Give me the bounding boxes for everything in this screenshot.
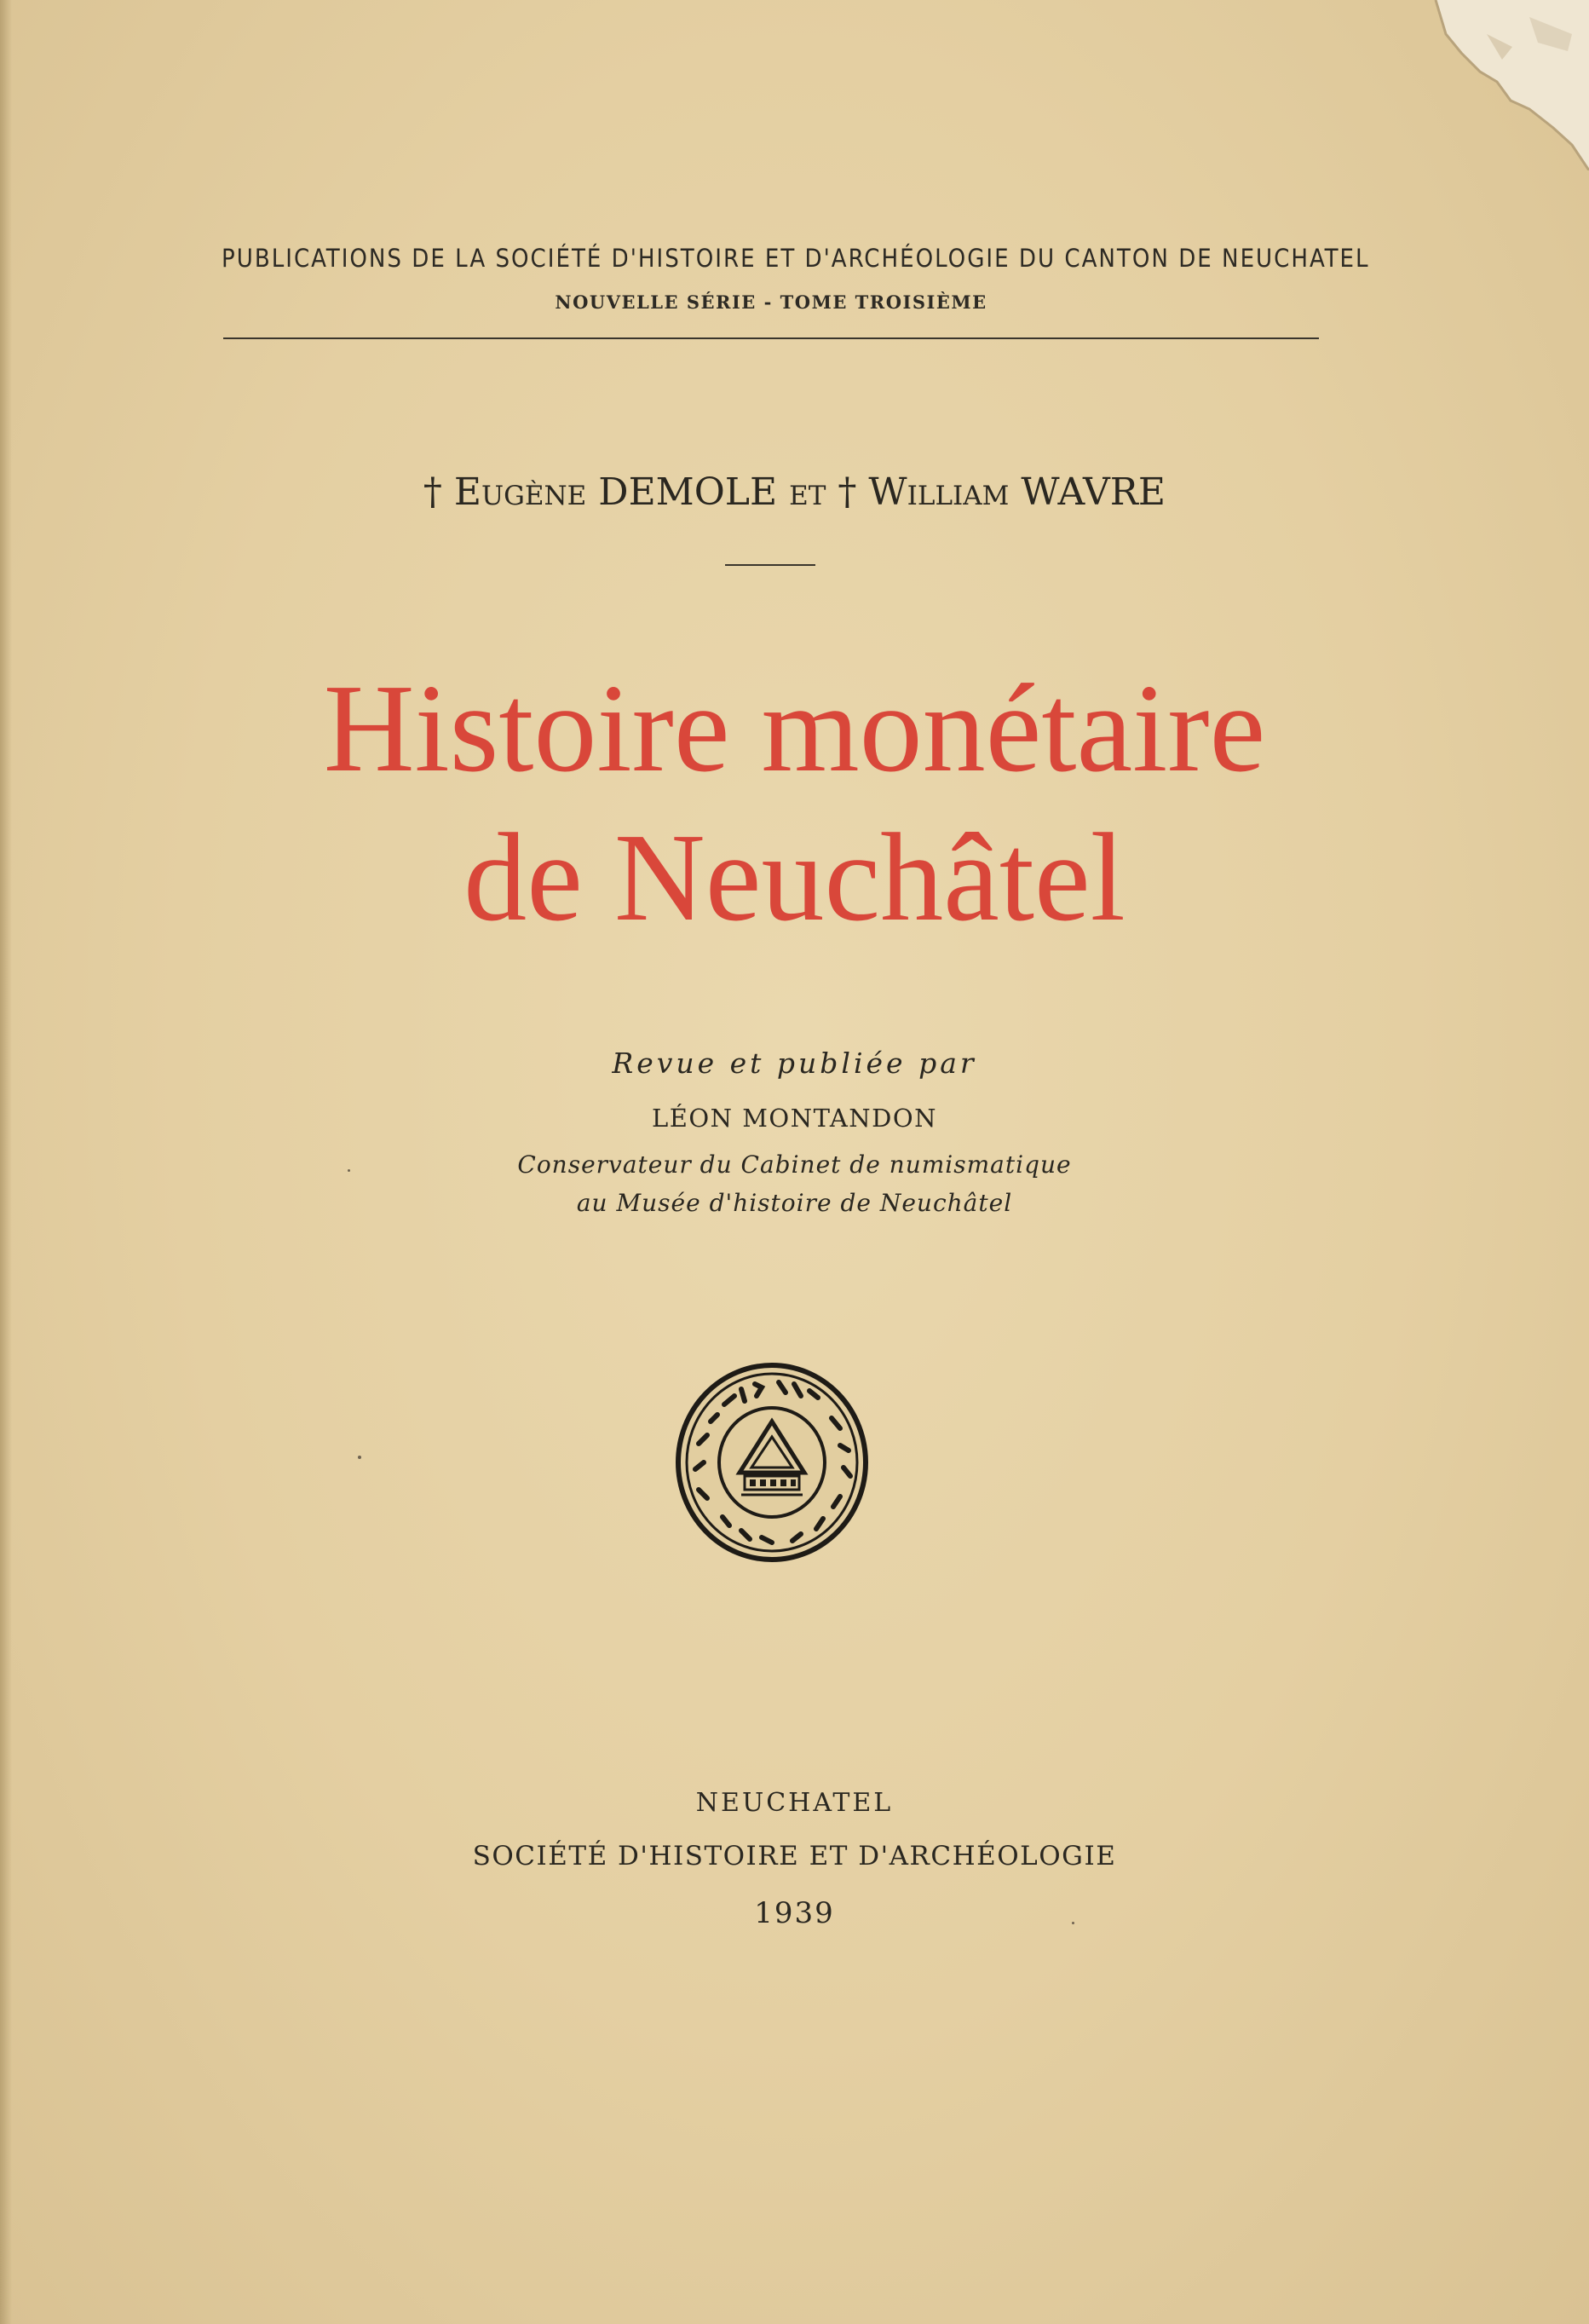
series-title: PUBLICATIONS DE LA SOCIÉTÉ D'HISTOIRE ET D'ARCHÉOLOGIE DU CANTON DE NEUCHATEL — [222, 244, 1370, 273]
imprint-publisher: SOCIÉTÉ D'HISTOIRE ET D'ARCHÉOLOGIE — [472, 1841, 1117, 1871]
editor-name: LÉON MONTANDON — [651, 1104, 938, 1133]
book-title-line-1: Histoire monétaire — [323, 659, 1266, 799]
book-title-line-2: de Neuchâtel — [463, 808, 1126, 948]
header-rule — [223, 337, 1319, 339]
imprint-city: NEUCHATEL — [695, 1788, 894, 1818]
title-separator — [725, 564, 815, 566]
editor-role-line-1: Conservateur du Cabinet de numismatique — [517, 1150, 1072, 1179]
authors: † Eugène DEMOLE et † William WAVRE — [423, 470, 1166, 514]
torn-corner — [1402, 0, 1589, 170]
paper-speck — [358, 1456, 361, 1459]
editor-role-line-2: au Musée d'histoire de Neuchâtel — [576, 1189, 1013, 1217]
coin-icon — [673, 1362, 871, 1563]
imprint-year: 1939 — [754, 1896, 835, 1930]
paper-speck — [1072, 1922, 1074, 1924]
paper-speck — [348, 1169, 350, 1172]
editor-intro: Revue et publiée par — [612, 1047, 977, 1080]
series-volume: NOUVELLE SÉRIE - TOME TROISIÈME — [555, 291, 987, 313]
